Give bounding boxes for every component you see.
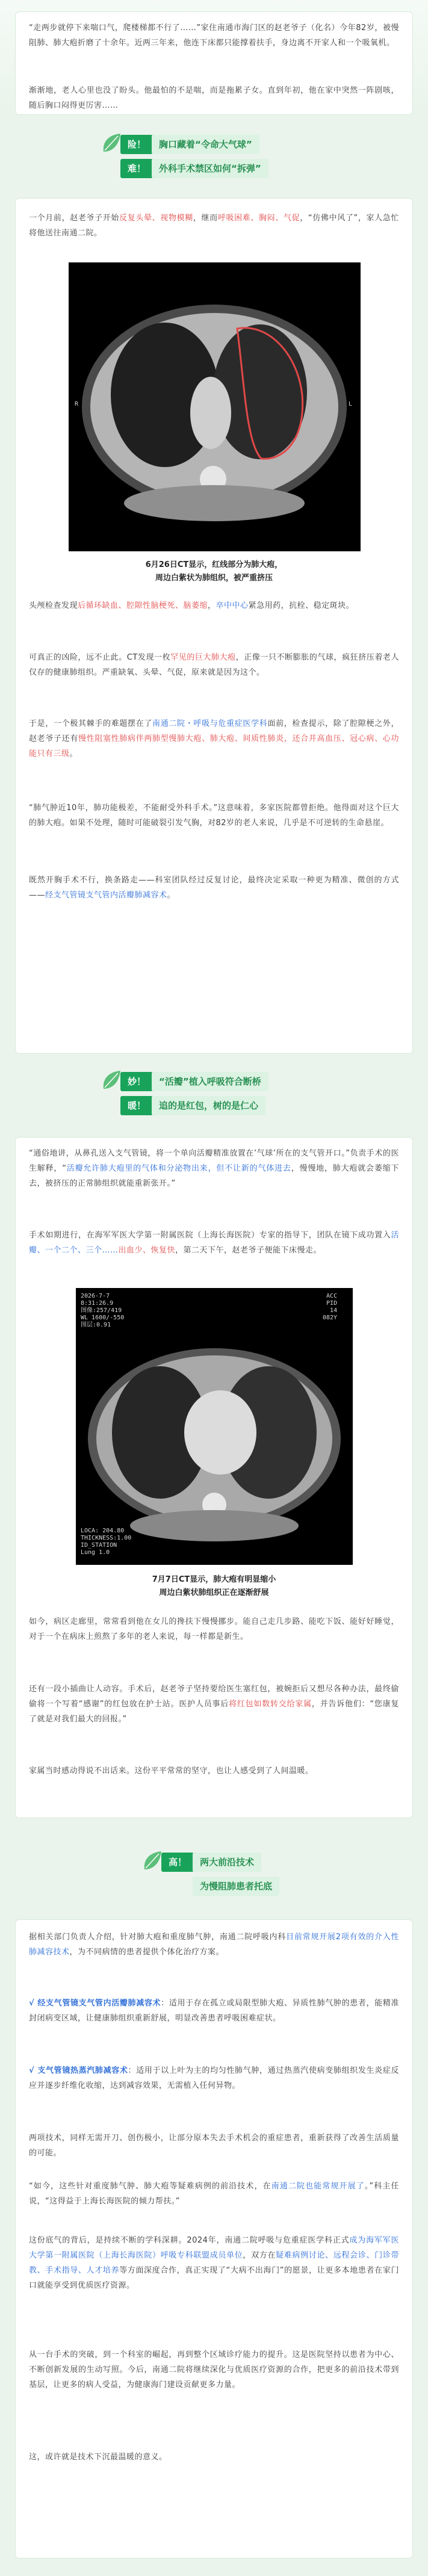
banner-2-title-1: “活瓣”植入呼吸符合断桥 (152, 1072, 268, 1091)
ct-caption-2-line-2: 周边白紫状肺组织正在逐渐舒展 (159, 1588, 269, 1597)
section-1-paragraph-5: “肺气肿近10年，肺功能极差，不能耐受外科手术。”这意味着，多家医院都曾拒绝。他得面对这个巨大的肺大疱。如果不处理，随时可能破裂引发气胸，对82岁的老人来说，几乎是不可逆转的生命悬崖。 (29, 803, 399, 828)
ct-image-2 (76, 1288, 353, 1565)
section-banner-2 (120, 1068, 349, 1126)
ct-2-info-bottom: LOCA: 204.80 THICKNESS:1.00 ID_STATION Lung 1.0 (81, 1528, 132, 1556)
intro-card (16, 12, 412, 114)
section-1-paragraph-3: 可真正的凶险，远不止此。CT发现一枚罕见的巨大肺大疱，正像一只不断膨胀的气球，疯狂挤压着老人仅存的健康肺组织。严重缺氧、头晕、气促，原来就是因为这个。 (29, 653, 399, 677)
banner-2-tag-2: 暖！ (120, 1096, 153, 1115)
section-3-paragraph-5: 从一台手术的突破，到一个科室的崛起，再到整个区域诊疗能力的提升。这是医院坚持以患者为中心、不断创新发展的生动写照。今后，南通二院将继续深化与优质医疗资源的合作，把更多的前沿技术带到基层，让更多的病人受益，为健康海门建设贡献更多力量。 (29, 2350, 399, 2389)
ct-2-info-left: 2026-7-7 8:31:26.9 图像:257/419 WL 1600/-550 图层:0.91 (81, 1293, 125, 1328)
intro-paragraph-1: “走两步就停下来喘口气，爬楼梯都不行了……”家住南通市海门区的赵老爷子（化名）今年82岁，被慢阻肺、肺大疱折磨了十余年。近两三年来，他连下床都只能撑着扶手，身边离不开家人和一个吸氧机。 (29, 23, 399, 48)
banner-1-title-1: 胸口藏着“令命大气球” (152, 135, 259, 154)
banner-3-title-1: 两大前沿技术 (193, 1853, 261, 1872)
intro-paragraph-2: 渐渐地，老人心里也没了盼头。他最怕的不是喘，而是拖累子女。直到年初，他在家中突然一阵剧咳，随后胸口闷得更厉害…… (29, 86, 399, 110)
section-banner-1 (120, 131, 337, 189)
section-3-card (16, 1920, 412, 2558)
banner-3-tag-1: 高！ (161, 1853, 194, 1872)
section-3-paragraph-1: 据相关部门负责人介绍，针对肺大疱和重度肺气肿，南通二院呼吸内科目前常规开展2项有效的介入性肺减容技术，为不同病情的患者提供个体化治疗方案。 (29, 1933, 399, 1957)
ct-marker-right: L (349, 401, 353, 407)
section-1-card (16, 199, 412, 1053)
ct-caption-2-line-1: 7月7日CT显示，肺大疱有明显缩小 (152, 1575, 276, 1584)
section-2-paragraph-2: 手术如期进行，在海军军医大学第一附属医院（上海长海医院）专家的指导下，团队在镜下成功置入活瓣、一个二个、三个……出血少、恢复快，第二天下午，赵老爷子便能下床慢走。 (29, 1231, 399, 1255)
banner-1-tag-1: 险！ (120, 135, 153, 154)
ct-2-info-right: ACC PID 14 082Y (323, 1293, 338, 1321)
ct-marker-left: R (75, 401, 79, 407)
section-banner-3 (161, 1849, 318, 1907)
section-1-paragraph-1: 一个月前，赵老爷子开始反复头晕、视物模糊，继而呼吸困难、胸闷、气促，“仿佛中风了”，家人急忙将他送往南通二院。 (29, 214, 399, 238)
section-1-paragraph-2: 头颅检查发现后循环缺血、腔隙性脑梗死、脑萎缩，卒中中心紧急用药，抗栓、稳定斑块。 (29, 601, 355, 610)
ct-caption-1-line-1: 6月26日CT显示，红线部分为肺大疱， (145, 560, 283, 569)
section-2-card (16, 1138, 412, 1818)
section-3-item-1: √ 经支气管镜支气管内活瓣肺减容术：适用于存在孤立或局限型肺大疱、异质性肺气肿的患者，能精准封闭病变区域，让健康肺组织重新舒展，明显改善患者呼吸困难症状。 (29, 1999, 399, 2023)
section-2-paragraph-1: “通俗地讲，从鼻孔送入支气管镜，将一个单向活瓣精准放置在’气球’所在的支气管开口。”负责手术的医生解释，“活瓣允许肺大疱里的气体和分泌物出来，但不让新的气体进去，慢慢地，肺大疱就会萎缩下去，被挤压的正常肺组织就能重新张开。” (29, 1149, 399, 1188)
section-3-paragraph-6: 这，或许就是技术下沉最温暖的意义。 (29, 2453, 167, 2462)
banner-2-title-2: 追的是红包，树的是仁心 (152, 1096, 265, 1115)
banner-1-title-2: 外科手术禁区如何“拆弹” (152, 159, 268, 178)
section-2-paragraph-4: 还有一段小插曲让人动容。手术后，赵老爷子坚持要给医生塞红包，被婉拒后又想尽各种办法，最终偷偷将一个写着“感谢”的红包放在护士站。医护人员事后将红包如数转交给家属，并告诉他们：“您康复了就是对我们最大的回报。” (29, 1685, 399, 1724)
ct-caption-1-line-2: 周边白紫状为肺组织，被严重挤压 (155, 574, 273, 583)
banner-3-title-2: 为慢阻肺患者托底 (193, 1877, 279, 1896)
ct-image-1 (69, 262, 361, 551)
section-3-paragraph-2: 两项技术，同样无需开刀、创伤极小，让部分原本失去手术机会的重症患者，重新获得了改善生活质量的可能。 (29, 2134, 399, 2158)
section-3-paragraph-3: “如今，这些针对重度肺气肿、肺大疱等疑难病例的前沿技术，在南通二院也能常规开展了。”科主任说，“这得益于上海长海医院的倾力帮扶。” (29, 2182, 399, 2206)
banner-2-tag-1: 妙！ (120, 1072, 153, 1091)
section-1-paragraph-4: 于是，一个极其棘手的难题摆在了南通二院・呼吸与危重症医学科面前，检查提示，除了腔隙梗之外，赵老爷子还有慢性阻塞性肺病伴两肺型慢肺大疱、肺大疱、间质性肺炎，还合并高血压、冠心病、心功能只有三级。 (29, 719, 399, 758)
banner-1-tag-2: 难！ (120, 159, 153, 178)
section-2-paragraph-5: 家属当时感动得说不出话来。这份平平常常的坚守，也让人感受到了人间温暖。 (29, 1766, 314, 1776)
section-2-paragraph-3: 如今，病区走廊里，常常看到他在女儿的搀扶下慢慢挪步。能自己走几步路、能吃下饭、能好好睡觉，对于一个在病床上煎熬了多年的老人来说，每一样都是新生。 (29, 1617, 399, 1641)
section-3-paragraph-4: 这份底气的背后，是持续不断的学科深耕。2024年，南通二院呼吸与危重症医学科正式成为海军军医大学第一附属医院（上海长海医院）呼吸专科联盟成员单位，双方在疑难病例讨论、远程会诊、门诊带教、手术指导、人才培养等方面深度合作，真正实现了“大病不出海门”的愿景，让更多本地患者在家门口就能享受到优质医疗资源。 (29, 2236, 399, 2290)
section-1-paragraph-6: 既然开胸手术不行，换条路走——科室团队经过反复讨论，最终决定采取一种更为精准、微创的方式——经支气管镜支气管内活瓣肺减容术。 (29, 876, 399, 900)
section-3-item-2: √ 支气管镜热蒸汽肺减容术：适用于以上叶为主的均匀性肺气肿，通过热蒸汽使病变肺组织发生炎症反应并逐步纤维化收缩，达到减容效果，无需植入任何异物。 (29, 2066, 399, 2090)
